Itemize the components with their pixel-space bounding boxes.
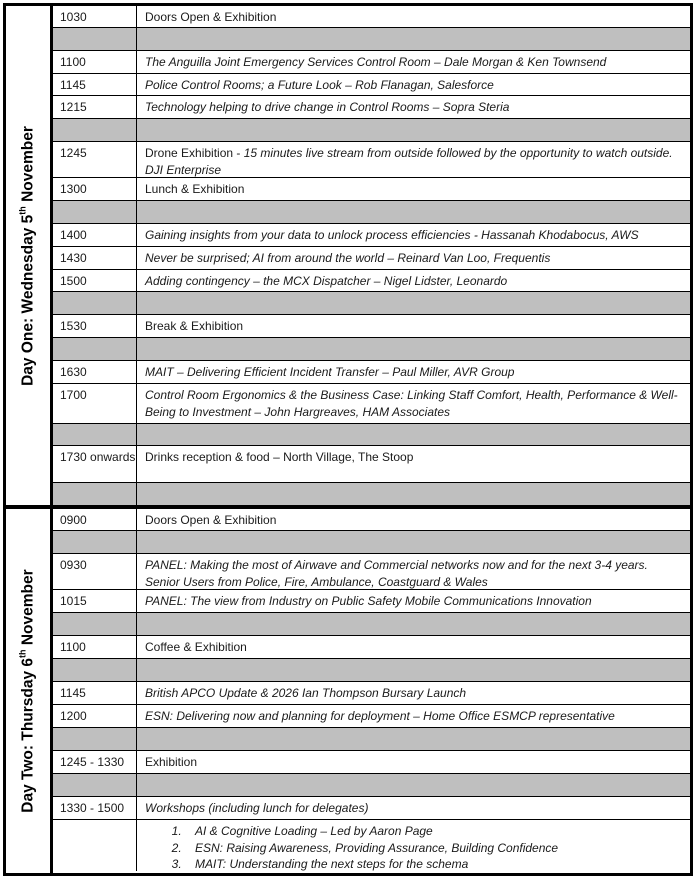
time-cell: 1730 onwards <box>53 446 137 482</box>
time-cell: 1015 <box>53 590 137 612</box>
schedule-row <box>53 509 690 531</box>
session-title: Adding contingency – the MCX Dispatcher – Nigel Lidster, Leonardo <box>145 273 508 288</box>
spacer-row <box>53 28 690 51</box>
session-cell <box>137 659 690 681</box>
time-cell: 1145 <box>53 74 137 96</box>
session-title: Control Room Ergonomics & the Business Case: Linking Staff Comfort, Health, Performance & Well-Being to Investment – John Hargreaves, HAM Associates <box>145 387 678 419</box>
time-cell: 0900 <box>53 509 137 530</box>
day-two-heading-text: Day Two: Thursday 6 <box>19 657 37 813</box>
session-cell <box>137 613 690 635</box>
session-cell <box>137 270 690 292</box>
time-cell: 1630 <box>53 361 137 383</box>
day-one-heading-sup: th <box>17 205 28 215</box>
schedule-row <box>53 270 690 293</box>
time-cell: 0930 <box>53 554 137 589</box>
spacer-row <box>53 728 690 751</box>
day-two-section <box>3 506 693 876</box>
schedule-row <box>53 178 690 201</box>
schedule-row <box>53 554 690 590</box>
schedule-row <box>53 590 690 613</box>
time-cell: 1400 <box>53 224 137 246</box>
schedule-row <box>53 74 690 97</box>
session-title: Gaining insights from your data to unlock process efficiencies - Hassanah Khodabocus, AWS <box>145 227 639 242</box>
session-cell <box>137 774 690 796</box>
session-cell <box>137 28 690 50</box>
session-cell <box>137 554 690 589</box>
session-cell <box>137 224 690 246</box>
schedule-row <box>53 446 690 483</box>
time-cell <box>53 201 137 223</box>
spacer-row <box>53 483 690 505</box>
day-two-heading-sup: th <box>17 649 28 658</box>
session-cell <box>137 6 690 27</box>
schedule-row <box>53 705 690 728</box>
spacer-row <box>53 659 690 682</box>
session-cell <box>137 682 690 704</box>
session-cell <box>137 446 690 482</box>
day-one-heading-text: Day One: Wednesday 5 <box>19 214 37 386</box>
session-title: Drone Exhibition - <box>145 146 244 161</box>
schedule-row <box>53 751 690 774</box>
time-cell: 1530 <box>53 315 137 337</box>
session-cell <box>137 384 690 423</box>
time-cell: 1145 <box>53 682 137 704</box>
session-title: British APCO Update & 2026 Ian Thompson Bursary Launch <box>145 686 467 700</box>
day-one-schedule-table <box>53 6 690 505</box>
workshop-item: 1. AI & Cognitive Loading – Led by Aaron Page <box>185 823 684 840</box>
time-cell: 1100 <box>53 636 137 658</box>
session-cell <box>137 96 690 118</box>
session-cell <box>137 797 690 819</box>
schedule-row <box>53 315 690 338</box>
schedule-row <box>53 51 690 74</box>
session-cell <box>137 142 690 177</box>
schedule-row <box>53 682 690 705</box>
schedule-row <box>53 797 690 820</box>
session-cell <box>137 424 690 446</box>
spacer-row <box>53 531 690 554</box>
time-cell <box>53 820 137 871</box>
session-title: Workshops (including lunch for delegates) <box>145 801 369 815</box>
session-cell <box>137 531 690 553</box>
time-cell: 1700 <box>53 384 137 423</box>
time-cell: 1500 <box>53 270 137 292</box>
session-cell <box>137 636 690 658</box>
schedule-row <box>53 224 690 247</box>
session-title: PANEL: The view from Industry on Public Safety Mobile Communications Innovation <box>145 594 592 608</box>
session-title: Doors Open & Exhibition <box>145 513 277 527</box>
workshop-item: 2. ESN: Raising Awareness, Providing Assurance, Building Confidence <box>185 840 684 857</box>
session-title: Technology helping to drive change in Control Rooms – Sopra Steria <box>145 100 510 115</box>
schedule-row <box>53 384 690 424</box>
schedule-row <box>53 636 690 659</box>
time-cell <box>53 531 137 553</box>
time-cell: 1245 <box>53 142 137 177</box>
day-one-heading-month: November <box>19 125 37 206</box>
session-detail: 15 minutes live stream from outside followed by the opportunity to watch outside. DJI Enterprise <box>145 146 673 178</box>
time-cell: 1215 <box>53 96 137 118</box>
time-cell: 1330 - 1500 <box>53 797 137 819</box>
time-cell <box>53 728 137 750</box>
session-cell <box>137 751 690 773</box>
session-title: Drinks reception & food – North Village, The Stoop <box>145 450 414 465</box>
time-cell: 1030 <box>53 6 137 27</box>
spacer-row <box>53 774 690 797</box>
day-one-section <box>3 3 693 508</box>
session-title: Doors Open & Exhibition <box>145 10 277 24</box>
workshop-list <box>145 823 684 873</box>
schedule-row <box>53 142 690 178</box>
time-cell: 1300 <box>53 178 137 200</box>
time-cell <box>53 424 137 446</box>
spacer-row <box>53 119 690 142</box>
session-cell <box>137 292 690 314</box>
day-two-heading-month: November <box>19 569 37 650</box>
session-cell <box>137 705 690 727</box>
spacer-row <box>53 613 690 636</box>
session-cell <box>137 51 690 73</box>
session-cell <box>137 361 690 383</box>
session-title: Lunch & Exhibition <box>145 182 245 197</box>
time-cell <box>53 613 137 635</box>
session-title: Exhibition <box>145 755 198 769</box>
time-cell <box>53 774 137 796</box>
time-cell: 1430 <box>53 247 137 269</box>
day-one-side-label-cell <box>6 6 53 505</box>
session-title: Never be surprised; AI from around the world – Reinard Van Loo, Frequentis <box>145 250 551 265</box>
session-title: ESN: Delivering now and planning for deployment – Home Office ESMCP representative <box>145 709 615 723</box>
session-cell <box>137 315 690 337</box>
spacer-row <box>53 424 690 447</box>
session-cell <box>137 247 690 269</box>
session-cell <box>137 483 690 505</box>
session-cell <box>137 728 690 750</box>
spacer-row <box>53 201 690 224</box>
session-cell <box>137 119 690 141</box>
schedule-row <box>53 247 690 270</box>
schedule-row <box>53 820 690 871</box>
time-cell: 1100 <box>53 51 137 73</box>
session-cell <box>137 201 690 223</box>
session-title: Police Control Rooms; a Future Look – Rob Flanagan, Salesforce <box>145 77 494 92</box>
spacer-row <box>53 292 690 315</box>
session-cell <box>137 178 690 200</box>
schedule-row <box>53 96 690 119</box>
time-cell: 1200 <box>53 705 137 727</box>
schedule-row <box>53 6 690 28</box>
day-two-schedule-table <box>53 509 690 873</box>
spacer-row <box>53 338 690 361</box>
session-cell <box>137 509 690 530</box>
session-title: MAIT – Delivering Efficient Incident Transfer – Paul Miller, AVR Group <box>145 365 515 380</box>
session-title: PANEL: Making the most of Airwave and Commercial networks now and for the next 3-4 years. Senior Users from Police, Fire, Ambulance, Coastguard & Wales <box>145 558 648 589</box>
time-cell <box>53 659 137 681</box>
session-cell <box>137 338 690 360</box>
session-title: Coffee & Exhibition <box>145 640 247 654</box>
workshop-item: 3. MAIT: Understanding the next steps for the schema <box>185 856 684 873</box>
session-cell <box>137 820 690 871</box>
time-cell <box>53 28 137 50</box>
time-cell <box>53 338 137 360</box>
session-title: Break & Exhibition <box>145 319 244 334</box>
schedule-row <box>53 361 690 384</box>
time-cell <box>53 483 137 505</box>
time-cell: 1245 - 1330 <box>53 751 137 773</box>
time-cell <box>53 119 137 141</box>
day-one-heading <box>18 126 37 386</box>
session-title: The Anguilla Joint Emergency Services Control Room – Dale Morgan & Ken Townsend <box>145 54 607 69</box>
time-cell <box>53 292 137 314</box>
day-two-heading <box>18 569 37 812</box>
session-cell <box>137 590 690 612</box>
day-two-side-label-cell <box>6 509 53 873</box>
session-cell <box>137 74 690 96</box>
